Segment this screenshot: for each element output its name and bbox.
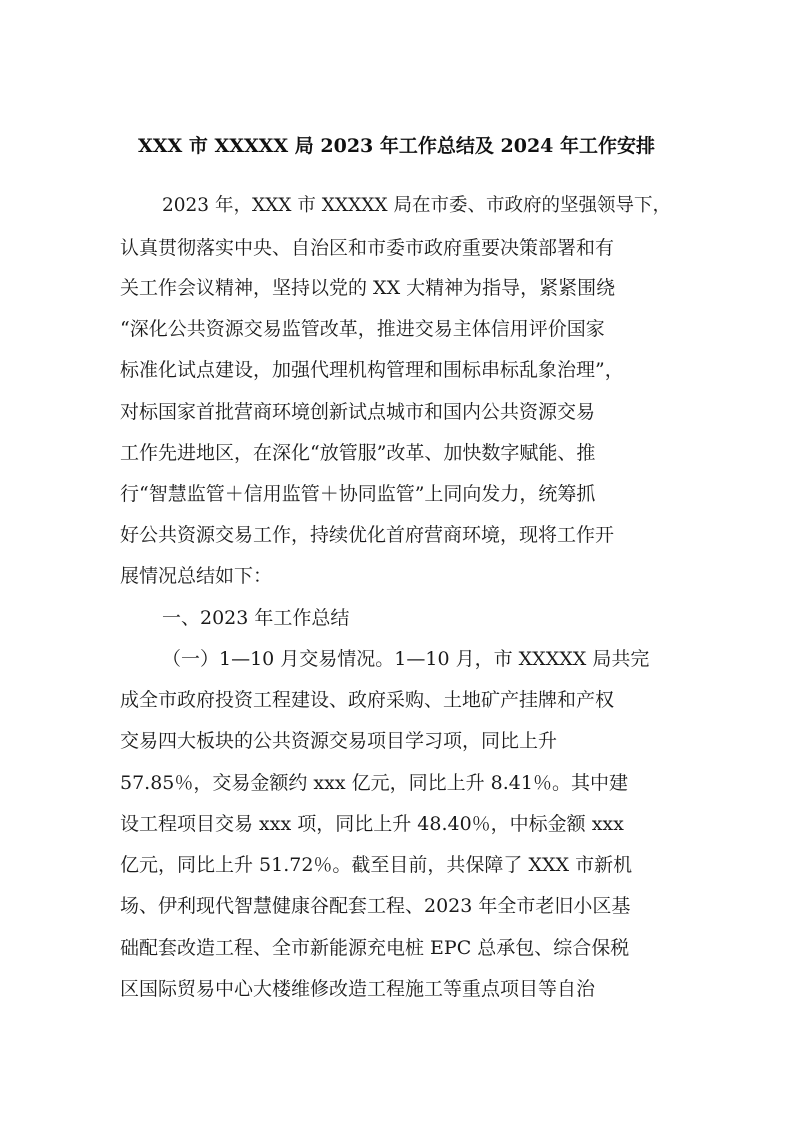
- paragraph-line: 亿元，同比上升 51.72％。截至目前，共保障了 XXX 市新机: [120, 854, 633, 876]
- document-title: XXX 市 XXXXX 局 2023 年工作总结及 2024 年工作安排: [138, 135, 655, 157]
- paragraph-line: 57.85％，交易金额约 xxx 亿元，同比上升 8.41％。其中建: [120, 772, 628, 794]
- paragraph-line: 2023 年，XXX 市 XXXXX 局在市委、市政府的坚强领导下，: [162, 195, 671, 216]
- paragraph-line: 区国际贸易中心大楼维修改造工程施工等重点项目等自治: [120, 978, 596, 1000]
- paragraph-line: 关工作会议精神，坚持以党的 XX 大精神为指导，紧紧围绕: [120, 277, 616, 299]
- paragraph-line: 展情况总结如下：: [120, 565, 273, 587]
- section-heading: 一、2023 年工作总结: [162, 607, 350, 629]
- paragraph-line: 行“智慧监管＋信用监管＋协同监管”上同向发力，统筹抓: [120, 483, 596, 505]
- paragraph-line: 交易四大板块的公共资源交易项目学习项，同比上升: [120, 730, 558, 752]
- paragraph-line: 础配套改造工程、全市新能源充电桩 EPC 总承包、综合保税: [120, 937, 630, 959]
- paragraph-line: 设工程项目交易 xxx 项，同比上升 48.40％，中标金额 xxx: [120, 813, 624, 835]
- paragraph-line: 对标国家首批营商环境创新试点城市和国内公共资源交易: [120, 401, 596, 423]
- paragraph-line: 标准化试点建设，加强代理机构管理和围标串标乱象治理”，: [120, 359, 624, 381]
- paragraph-line: 认真贯彻落实中央、自治区和市委市政府重要决策部署和有: [120, 237, 615, 259]
- paragraph-line: 场、伊利现代智慧健康谷配套工程、2023 年全市老旧小区基: [120, 895, 631, 917]
- paragraph-line: （一）1—10 月交易情况。1—10 月，市 XXXXX 局共完: [162, 648, 650, 670]
- paragraph-line: 好公共资源交易工作，持续优化首府营商环境，现将工作开: [120, 524, 615, 546]
- paragraph-line: 成全市政府投资工程建设、政府采购、土地矿产挂牌和产权: [120, 689, 615, 711]
- paragraph-line: “深化公共资源交易监管改革，推进交易主体信用评价国家: [120, 318, 605, 340]
- paragraph-line: 工作先进地区，在深化“放管服”改革、加快数字赋能、推: [120, 442, 596, 464]
